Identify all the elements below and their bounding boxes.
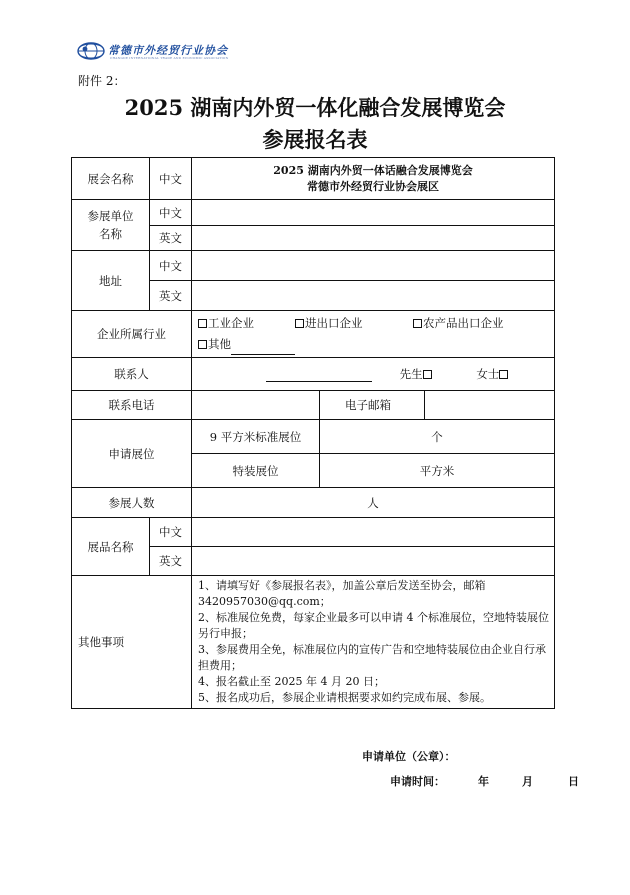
expo-name-label: 展会名称 xyxy=(72,158,150,200)
checkbox-icon xyxy=(413,319,422,328)
note-item: 3、参展费用全免，标准展位内的宣传广告和空地特装展位由企业自行承担费用； xyxy=(198,643,546,672)
page-subtitle: 参展报名表 xyxy=(262,127,368,152)
email-label: 电子邮箱 xyxy=(320,391,425,420)
email-field[interactable] xyxy=(425,391,555,420)
industry-option-other[interactable]: 其他 xyxy=(198,334,295,355)
standard-booth-count-field[interactable] xyxy=(320,420,555,454)
exhibitor-name-label xyxy=(72,200,150,251)
globe-logo-icon xyxy=(76,40,106,62)
special-booth-label: 特装展位 xyxy=(192,454,320,488)
industry-options xyxy=(192,311,555,358)
expo-name-line1: 2025 湖南内外贸一体话融合发展博览会 xyxy=(273,163,473,177)
applicant-seal-label: 申请单位（公章）： xyxy=(362,750,456,763)
phone-label: 联系电话 xyxy=(72,391,192,420)
association-logo xyxy=(76,40,229,62)
exhibits-en-field[interactable] xyxy=(192,547,555,576)
exhibitor-en-label: 英文 xyxy=(150,226,192,251)
industry-option-agri-export[interactable]: 农产品出口企业 xyxy=(413,313,504,334)
logo-name: 常德市外经贸行业协会 xyxy=(108,44,228,57)
attachment-label: 附件 2： xyxy=(78,74,126,88)
expo-name-cn-label: 中文 xyxy=(150,158,192,200)
logo-english: CHANGDE INTERNATIONAL TRADE AND ECONOMIC ASSOCIATION xyxy=(110,56,229,60)
note-item: 5、报名成功后，参展企业请根据要求如约完成布展、参展。 xyxy=(198,691,491,704)
special-booth-area-field[interactable] xyxy=(320,454,555,488)
checkbox-icon xyxy=(198,319,207,328)
contact-label: 联系人 xyxy=(72,358,192,391)
exhibits-cn-label: 中文 xyxy=(150,518,192,547)
exhibitor-cn-label: 中文 xyxy=(150,200,192,226)
date-year-label: 年 xyxy=(478,775,489,788)
notes-list xyxy=(192,576,555,709)
exhibits-en-label: 英文 xyxy=(150,547,192,576)
exhibits-label: 展品名称 xyxy=(72,518,150,576)
standard-booth-unit: 个 xyxy=(431,429,443,444)
attendees-field[interactable] xyxy=(192,488,555,518)
special-booth-unit: 平方米 xyxy=(419,463,455,478)
attendees-label: 参展人数 xyxy=(72,488,192,518)
address-cn-label: 中文 xyxy=(150,251,192,281)
expo-name-line2: 常德市外经贸行业协会展区 xyxy=(307,179,439,193)
exhibitor-en-field[interactable] xyxy=(192,226,555,251)
checkbox-icon xyxy=(295,319,304,328)
notes-label: 其他事项 xyxy=(72,576,192,709)
standard-booth-label: 9 平方米标准展位 xyxy=(192,420,320,454)
industry-label: 企业所属行业 xyxy=(72,311,192,358)
contact-name-blank[interactable] xyxy=(266,367,372,382)
booth-label: 申请展位 xyxy=(72,420,192,488)
industry-option-industrial[interactable]: 工业企业 xyxy=(198,313,295,334)
other-industry-blank[interactable] xyxy=(231,341,295,355)
page-title: 2025 湖南内外贸一体化融合发展博览会 xyxy=(124,95,506,120)
note-item: 1、请填写好《参展报名表》，加盖公章后发送至协会，邮箱 3420957030@qq.com； xyxy=(198,579,486,608)
expo-name-value xyxy=(192,158,555,200)
contact-mr-option[interactable]: 先生 xyxy=(400,366,433,382)
address-label: 地址 xyxy=(72,251,150,311)
exhibitor-name-label-text: 参展单位名称 xyxy=(87,209,134,241)
checkbox-icon xyxy=(499,370,508,379)
contact-ms-option[interactable]: 女士 xyxy=(476,366,509,382)
contact-field xyxy=(192,358,555,391)
address-en-label: 英文 xyxy=(150,281,192,311)
address-cn-field[interactable] xyxy=(192,251,555,281)
application-time-label: 申请时间： xyxy=(390,775,445,788)
address-en-field[interactable] xyxy=(192,281,555,311)
attendees-unit: 人 xyxy=(367,495,379,510)
note-item: 4、报名截止至 2025 年 4 月 20 日； xyxy=(198,675,385,688)
date-day-label: 日 xyxy=(568,775,579,788)
checkbox-icon xyxy=(423,370,432,379)
date-month-label: 月 xyxy=(522,775,533,788)
phone-field[interactable] xyxy=(192,391,320,420)
exhibitor-cn-field[interactable] xyxy=(192,200,555,226)
note-item: 2、标准展位免费，每家企业最多可以申请 4 个标准展位，空地特装展位另行申报； xyxy=(198,611,549,640)
exhibits-cn-field[interactable] xyxy=(192,518,555,547)
industry-option-import-export[interactable]: 进出口企业 xyxy=(295,313,413,334)
checkbox-icon xyxy=(198,340,207,349)
application-date xyxy=(390,773,590,789)
registration-form-table xyxy=(71,157,555,709)
